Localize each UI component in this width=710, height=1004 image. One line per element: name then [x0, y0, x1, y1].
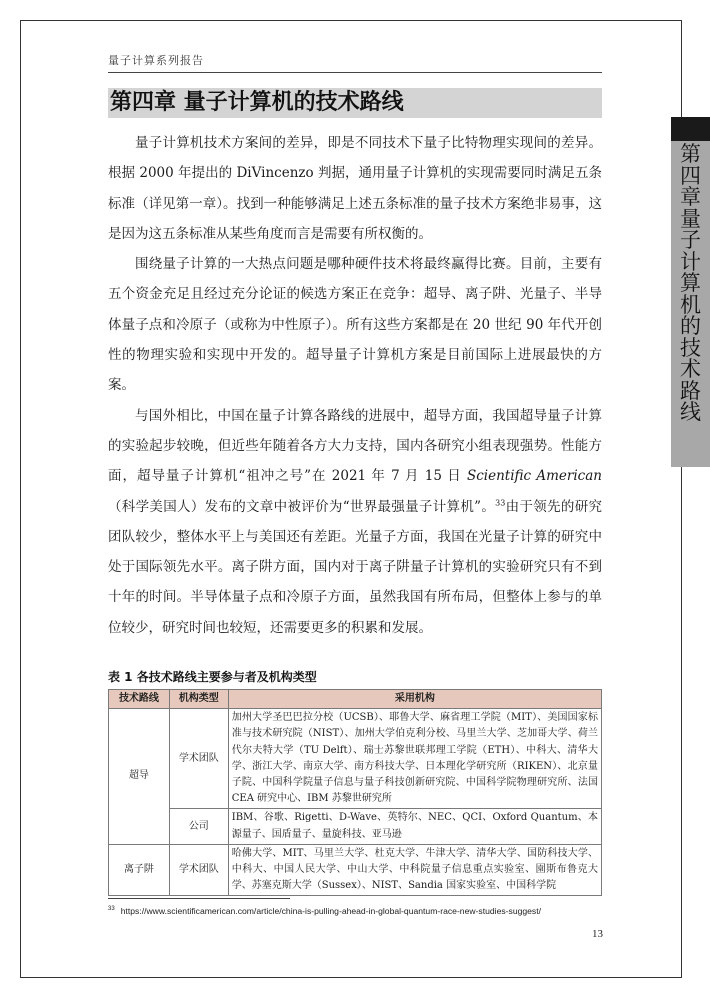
body-text	[108, 128, 602, 643]
route-cell: 离子阱	[109, 844, 170, 896]
running-header: 量子计算系列报告	[108, 54, 204, 67]
paragraph-3	[108, 401, 602, 643]
publication-name: Scientific American	[466, 468, 602, 485]
paragraph-3-part-b: （科学美国人）发布的文章中被评价为“世界最强量子计算机”。	[108, 498, 496, 515]
participants-table	[108, 689, 602, 896]
side-tab-label: 第四章 量子计算机的技术路线	[680, 142, 701, 424]
footnote-number: 33	[108, 906, 115, 913]
table-row	[109, 844, 602, 896]
page-number: 13	[592, 928, 603, 940]
route-cell: 超导	[109, 709, 170, 845]
type-cell: 学术团队	[169, 844, 228, 896]
type-cell: 学术团队	[169, 709, 228, 809]
table-header-row	[109, 690, 602, 709]
chapter-title: 第四章 量子计算机的技术路线	[108, 88, 602, 118]
side-tab-marker	[671, 117, 710, 141]
paragraph-2: 围绕量子计算的一大热点问题是哪种硬件技术将最终赢得比赛。目前，主要有五个资金充足且经过充分论证的候选方案正在竞争：超导、离子阱、光量子、半导体量子点和冷原子（或称为中性原子）。所有这些方案都是在 20 世纪 90 年代开创性的物理实验和实现中开发的。超导量子计算机方案是目前国际上进展最快的方案。	[108, 256, 602, 394]
paragraph-3-part-c: 由于领先的研究团队较少，整体水平上与美国还有差距。光量子方面，我国在光量子计算的研究中处于国际领先水平。离子阱方面，国内对于离子阱量子计算机的实验研究只有不到十年的时间。半导体量子点和冷原子方面，虽然我国有所布局，但整体上参与的单位较少，研究时间也较短，还需要更多的积累和发展。	[108, 498, 602, 636]
table-row	[109, 709, 602, 809]
header-institutions: 采用机构	[228, 690, 601, 709]
table-caption: 表 1 各技术路线主要参与者及机构类型	[108, 670, 317, 684]
paragraph-3-part-a: 与国外相比，中国在量子计算各路线的进展中，超导方面，我国超导量子计算的实验起步较晚，但近些年随着各方大力支持，国内各研究小组表现强势。性能方面，超导量子计算机“祖冲之号”在 2021 年 7 月 15 日	[108, 407, 602, 485]
footnote-rule	[108, 898, 290, 899]
footnote	[108, 906, 602, 916]
header-type: 机构类型	[169, 690, 228, 709]
header-route: 技术路线	[109, 690, 170, 709]
institutions-cell: IBM、谷歌、Rigetti、D-Wave、英特尔、NEC、QCI、Oxford Quantum、本源量子、国盾量子、量旋科技、亚马逊	[228, 809, 601, 844]
institutions-cell: 加州大学圣巴巴拉分校（UCSB）、耶鲁大学、麻省理工学院（MIT）、美国国家标准与技术研究院（NIST）、加州大学伯克利分校、马里兰大学、芝加哥大学、荷兰代尔夫特大学（TU Delft）、瑞士苏黎世联邦理工学院（ETH）、中科大、清华大学、浙江大学、南京大学、南方科技大学、日本理化学研究所（RIKEN）、北京量子院、中国科学院量子信息与量子科技创新研究院、中国科学院物理研究所、法国 CEA 研究中心、IBM 苏黎世研究所	[228, 709, 601, 809]
institutions-cell: 哈佛大学、MIT、马里兰大学、杜克大学、牛津大学、清华大学、国防科技大学、中科大、中国人民大学、中山大学、中科院量子信息重点实验室、園斯布鲁克大学、苏塞克斯大学（Sussex）、NIST、Sandia 国家实验室、中国科学院	[228, 844, 601, 896]
header-rule	[108, 72, 602, 73]
table-row	[109, 809, 602, 844]
footnote-url[interactable]: https://www.scientificamerican.com/article/china-is-pulling-ahead-in-global-quantum-race-new-studies-suggest/	[120, 906, 542, 916]
chapter-side-tab	[671, 117, 710, 467]
paragraph-1: 量子计算机技术方案间的差异，即是不同技术下量子比特物理实现间的差异。根据 2000 年提出的 DiVincenzo 判据，通用量子计算机的实现需要同时满足五条标准（详见第一章）。找到一种能够满足上述五条标准的量子技术方案绝非易事，这是因为这五条标准从某些角度而言是需要有所权衡的。	[108, 135, 602, 242]
type-cell: 公司	[169, 809, 228, 844]
footnote-reference[interactable]: 33	[495, 498, 506, 508]
